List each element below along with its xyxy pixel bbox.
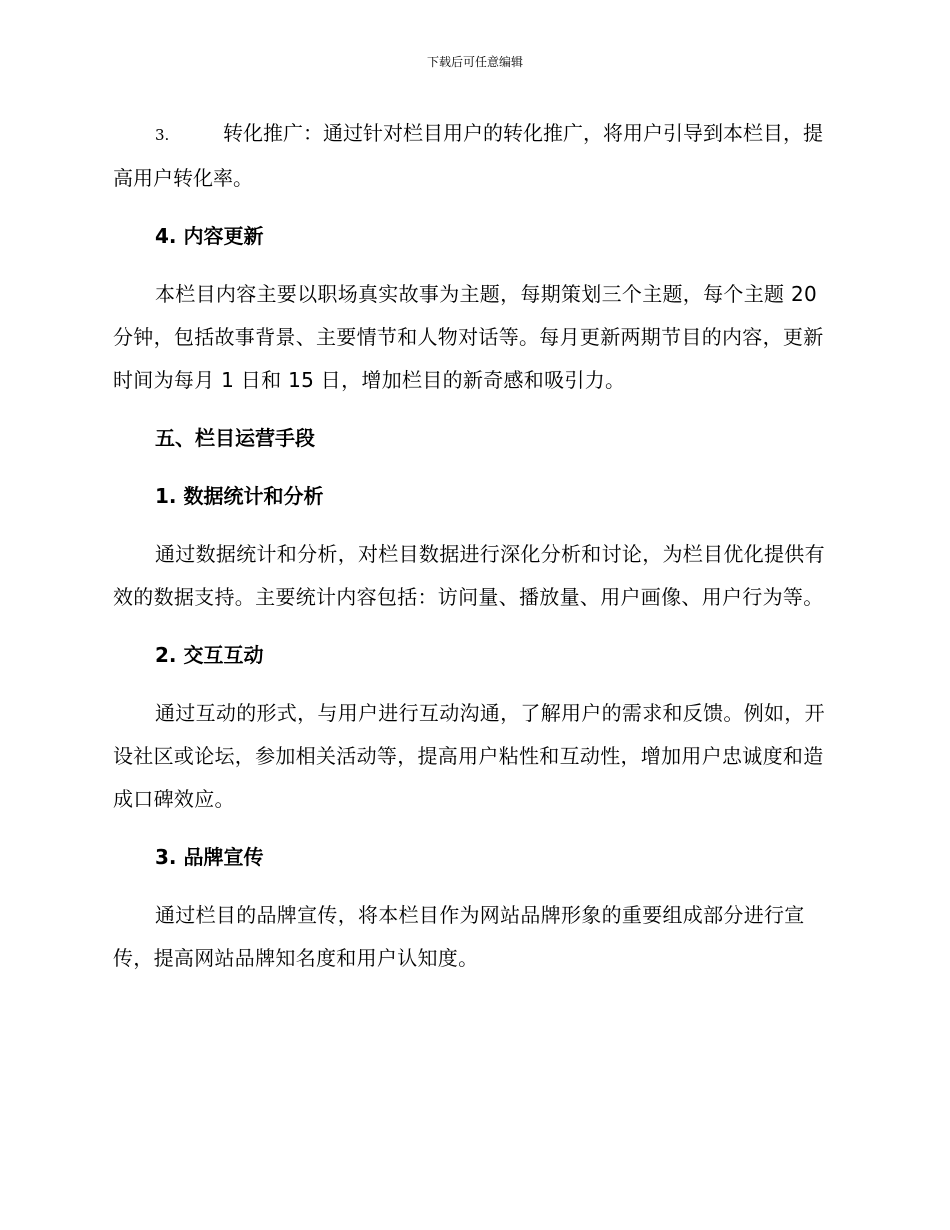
paragraph-interaction: 通过互动的形式，与用户进行互动沟通，了解用户的需求和反馈。例如，开设社区或论坛，参加相关活动等，提高用户粘性和互动性，增加用户忠诚度和造成口碑效应。 bbox=[113, 701, 825, 811]
document-body bbox=[113, 112, 835, 995]
paragraph-content-update: 本栏目内容主要以职场真实故事为主题，每期策划三个主题，每个主题 20 分钟，包括故事背景、主要情节和人物对话等。每月更新两期节目的内容，更新时间为每月 1 日和 15 日，增加栏目的新奇感和吸引力。 bbox=[113, 282, 824, 392]
item-text: 转化推广：通过针对栏目用户的转化推广，将用户引导到本栏目，提高用户转化率。 bbox=[113, 121, 823, 190]
page-header: 下载后可任意编辑 bbox=[426, 55, 523, 69]
subheading-brand-promotion: 3. 品牌宣传 bbox=[155, 845, 264, 869]
section-heading-content-update: 4. 内容更新 bbox=[155, 224, 264, 248]
numbered-item-3 bbox=[113, 112, 835, 200]
paragraph-brand-promotion: 通过栏目的品牌宣传，将本栏目作为网站品牌形象的重要组成部分进行宣传，提高网站品牌知名度和用户认知度。 bbox=[113, 903, 805, 970]
subheading-data-analysis: 1. 数据统计和分析 bbox=[155, 484, 324, 508]
section-heading-operations: 五、栏目运营手段 bbox=[155, 426, 315, 450]
paragraph-data-analysis: 通过数据统计和分析，对栏目数据进行深化分析和讨论，为栏目优化提供有效的数据支持。主要统计内容包括：访问量、播放量、用户画像、用户行为等。 bbox=[113, 542, 825, 609]
subheading-interaction: 2. 交互互动 bbox=[155, 643, 264, 667]
item-number: 3. bbox=[155, 126, 170, 144]
